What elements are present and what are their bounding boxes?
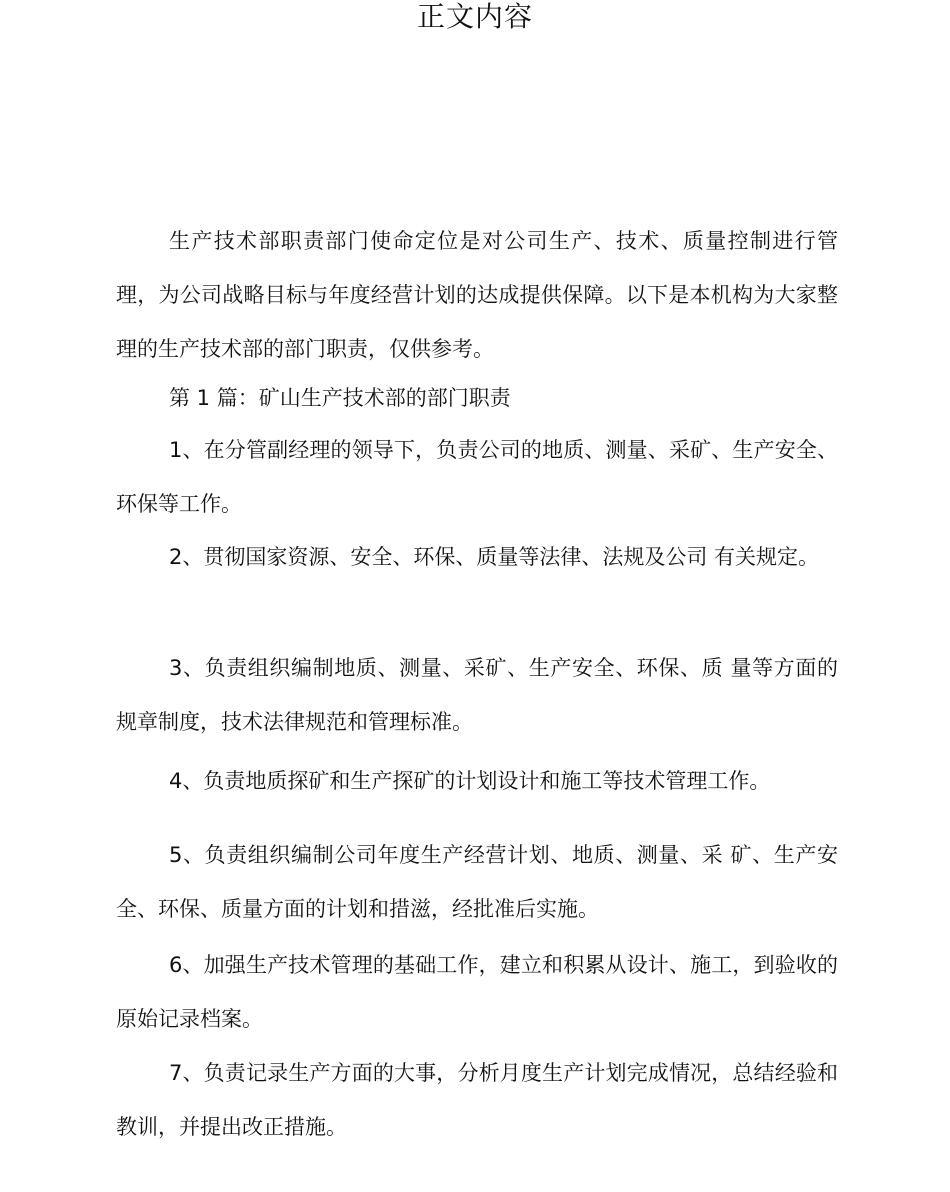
list-item: 2、贯彻国家资源、安全、环保、质量等法律、法规及公司 有关规定。	[169, 545, 820, 569]
list-item: 3、负责组织编制地质、测量、采矿、生产安全、环保、质 量等方面的规章制度，技术法律规范和管理标准。	[116, 656, 838, 734]
list-item: 6、加强生产技术管理的基础工作，建立和积累从设计、施工，到验收的原始记录档案。	[116, 953, 838, 1031]
section-heading: 第 1 篇：矿山生产技术部的部门职责	[169, 386, 511, 410]
list-item: 5、负责组织编制公司年度生产经营计划、地质、测量、采 矿、生产安全、环保、质量方面的计划和措滋，经批准后实施。	[116, 843, 838, 921]
page-title: 正文内容	[416, 0, 533, 33]
intro-paragraph: 生产技术部职责部门使命定位是对公司生产、技术、质量控制进行管理，为公司战略目标与年度经营计划的达成提供保障。以下是本机构为大家整理的生产技术部的部门职责，仅供参考。	[116, 229, 838, 361]
list-item: 1、在分管副经理的领导下，负责公司的地质、测量、采矿、生产安全、环保等工作。	[116, 438, 838, 516]
list-item: 4、负责地质探矿和生产探矿的计划设计和施工等技术管理工作。	[169, 769, 771, 793]
list-item: 7、负责记录生产方面的大事，分析月度生产计划完成情况，总结经验和教训，并提出改正措施。	[116, 1061, 838, 1139]
